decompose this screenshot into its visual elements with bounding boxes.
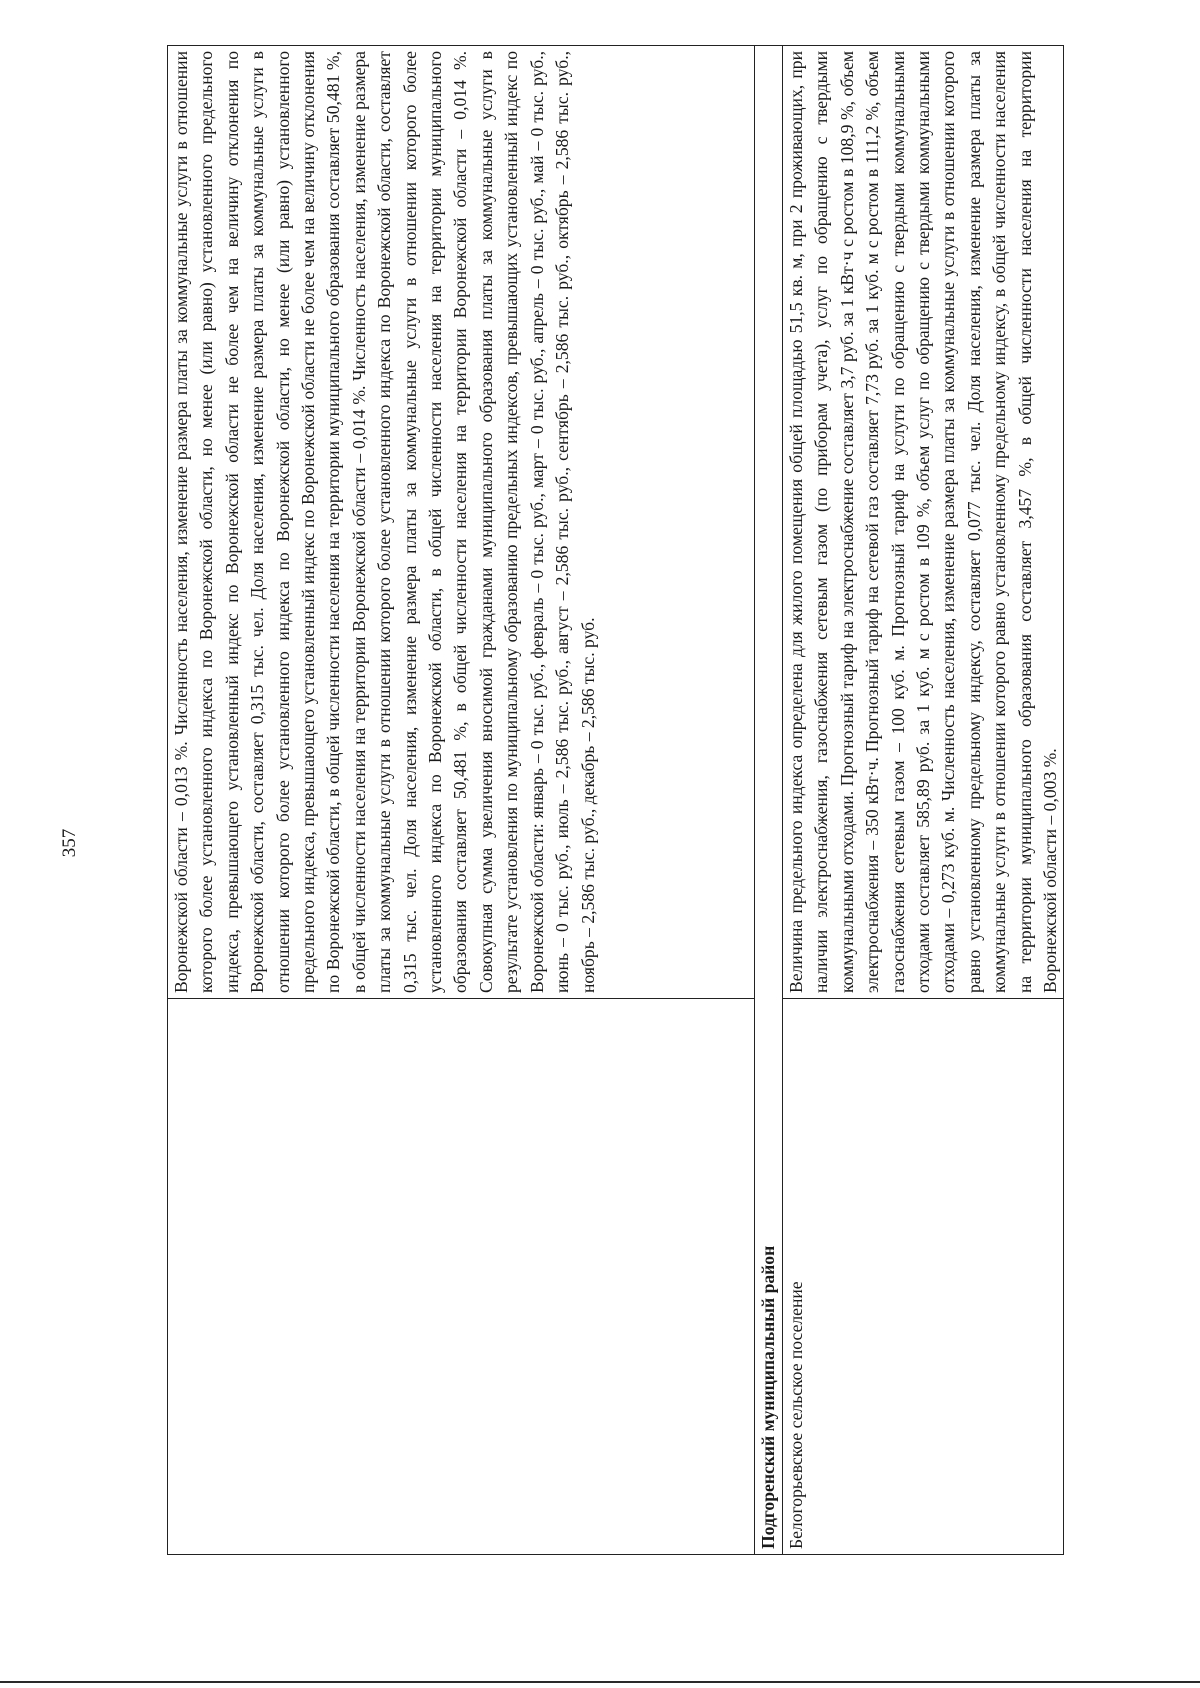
index-description-cell: Воронежской области – 0,013 %. Численность населения, изменение размера платы за коммунальные услуги в отношении которого более установленного индекса по Воронежской области, но менее (или равно) установленного предельного индекса, превышающего установленный индекс по Воронежской области не более чем на величину отклонения по Воронежской области, составляет 0,315 тыс. чел. Доля населения, изменение размера платы за коммунальные услуги в отношении которого более установленного индекса по Воронежской области, но менее (или равно) установленного предельного индекса, превышающего установленный индекс по Воронежской области не более чем на величину отклонения по Воронежской области, в общей численности населения на территории муниципального образования составляет 50,481 %, в общей численности населения на территории Воронежской области – 0,014 %. Численность населения, изменение размера платы за коммунальные услуги в отношении которого более установленного индекса по Воронежской области, составляет 0,315 тыс. чел. Доля населения, изменение размера платы за коммунальные услуги в отношении которого более установленного индекса по Воронежской области, в общей численности населения на территории муниципального образования составляет 50,481 %, в общей численности населения на территории Воронежской области – 0,014 %. Совокупная сумма увеличения вносимой гражданами муниципального образования платы за коммунальные услуги в результате установления по муниципальному образованию предельных индексов, превышающих установленный индекс по Воронежской области: январь – 0 тыс. руб., февраль – 0 тыс. руб., март – 0 тыс. руб., апрель – 0 тыс. руб., май – 0 тыс. руб., июнь – 0 тыс. руб., июль – 2,586 тыс. руб., август – 2,586 тыс. руб., сентябрь – 2,586 тыс. руб., октябрь – 2,586 тыс. руб., ноябрь – 2,586 тыс. руб., декабрь – 2,586 тыс. руб.: [168, 46, 755, 999]
tariff-table: [167, 45, 1064, 1555]
scan-edge-line: [0, 1681, 1200, 1683]
table-row: [168, 46, 755, 1555]
district-heading: Подгоренский муниципальный район: [755, 46, 783, 1555]
table-row: [783, 46, 1064, 1555]
municipality-name-cell: [168, 999, 755, 1555]
index-description-cell: Величина предельного индекса определена для жилого помещения общей площадью 51,5 кв. м, при 2 проживающих, при наличии электроснабжения, газоснабжения сетевым газом (по приборам учета), услуг по обращению с твердыми коммунальными отходами. Прогнозный тариф на электроснабжение составляет 3,7 руб. за 1 кВт·ч с ростом в 108,9 %, объем электроснабжения – 350 кВт·ч. Прогнозный тариф на сетевой газ составляет 7,73 руб. за 1 куб. м с ростом в 111,2 %, объем газоснабжения сетевым газом – 100 куб. м. Прогнозный тариф на услуги по обращению с твердыми коммунальными отходами составляет 585,89 руб. за 1 куб. м с ростом в 109 %, объем услуг по обращению с твердыми коммунальными отходами – 0,273 куб. м. Численность населения, изменение размера платы за коммунальные услуги в отношении которого равно установленному предельному индексу, составляет 0,077 тыс. чел. Доля населения, изменение размера платы за коммунальные услуги в отношении которого равно установленному предельному индексу, в общей численности населения на территории муниципального образования составляет 3,457 %, в общей численности населения на территории Воронежской области – 0,003 %.: [783, 46, 1064, 999]
municipality-name-cell: Белогорьевское сельское поселение: [783, 999, 1064, 1555]
section-heading-row: [755, 46, 783, 1555]
rotated-page-content: [167, 45, 1061, 1555]
page-number: 357: [59, 828, 80, 858]
